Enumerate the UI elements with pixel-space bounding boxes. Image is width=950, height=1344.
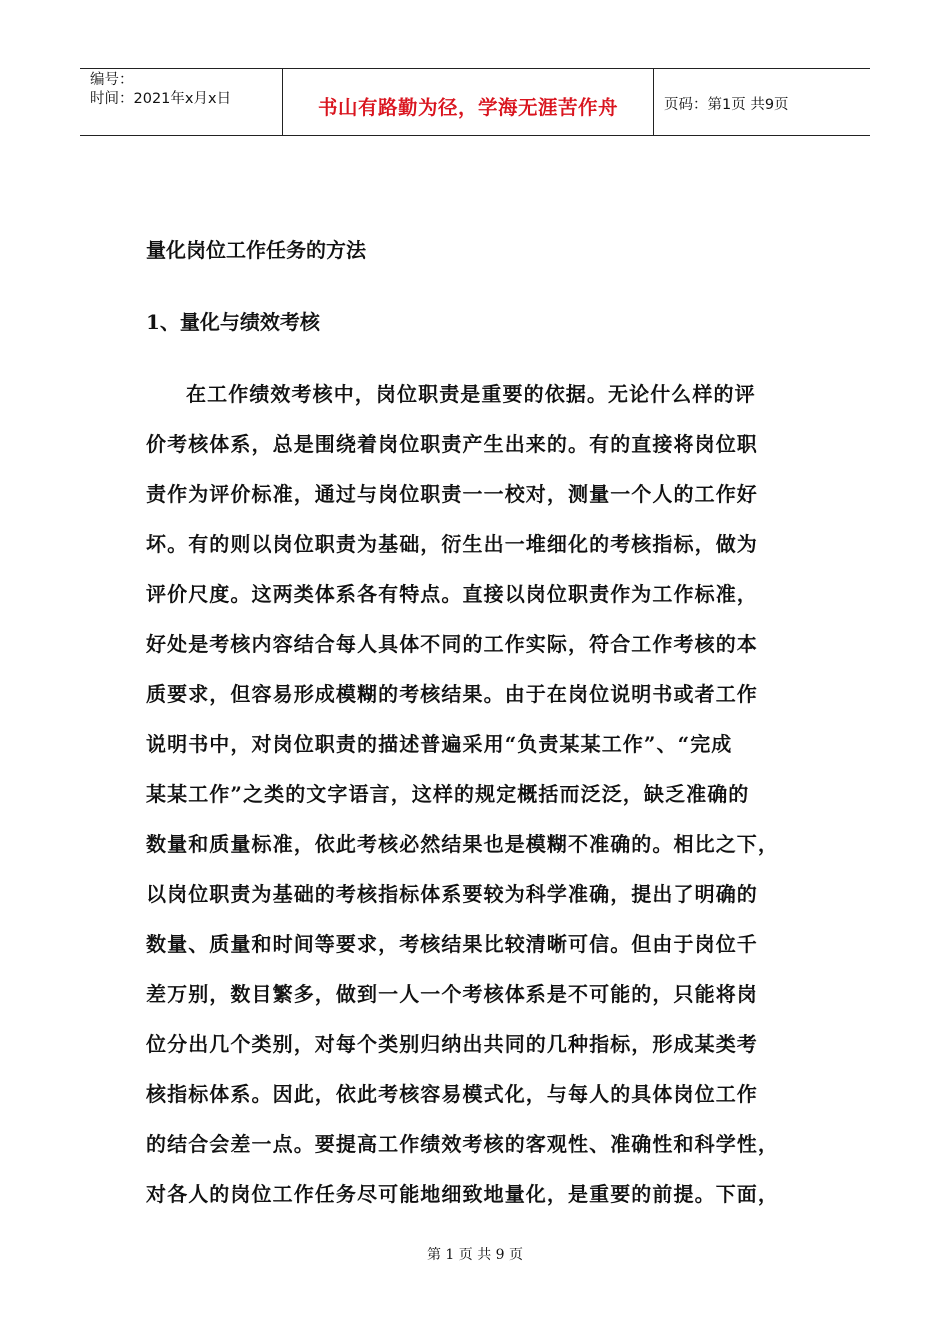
paragraph-line: 质要求，但容易形成模糊的考核结果。由于在岗位说明书或者工作: [146, 682, 758, 706]
time-label: 时间：2021年x月x日: [90, 91, 232, 107]
paragraph-line: 位分出几个类别，对每个类别归纳出共同的几种指标，形成某类考: [146, 1032, 758, 1056]
header-meta: [80, 69, 283, 135]
page-footer: [0, 1244, 950, 1264]
paragraph-line: 差万别，数目繁多，做到一人一个考核体系是不可能的，只能将岗: [146, 982, 758, 1006]
section-heading: 1、量化与绩效考核: [146, 310, 320, 334]
footer-page-number: 第 1 页 共 9 页: [426, 1247, 524, 1263]
paragraph-line: 核指标体系。因此，依此考核容易模式化，与每人的具体岗位工作: [146, 1082, 758, 1106]
page-code-text: 页码：第1页 共9页: [664, 96, 789, 113]
document-title: 量化岗位工作任务的方法: [146, 238, 366, 262]
document-header: [80, 68, 870, 136]
paragraph-line: 评价尺度。这两类体系各有特点。直接以岗位职责作为工作标准，: [146, 582, 758, 606]
paragraph-line: 某某工作”之类的文字语言，这样的规定概括而泛泛，缺乏准确的: [146, 782, 750, 806]
paragraph-line: 数量和质量标准，依此考核必然结果也是模糊不准确的。相比之下，: [146, 832, 779, 856]
paragraph-line: 的结合会差一点。要提高工作绩效考核的客观性、准确性和科学性，: [146, 1132, 779, 1156]
motto-text: 书山有路勤为径，学海无涯苦作舟: [317, 96, 618, 119]
paragraph: [146, 380, 806, 1230]
number-label: 编号：: [90, 72, 134, 88]
header-motto-cell: [283, 69, 654, 135]
header-page-code: [654, 69, 870, 135]
document-body: [146, 236, 806, 1230]
paragraph-line: 好处是考核内容结合每人具体不同的工作实际，符合工作考核的本: [146, 632, 758, 656]
paragraph-line: 对各人的岗位工作任务尽可能地细致地量化，是重要的前提。下面，: [146, 1182, 779, 1206]
paragraph-line: 坏。有的则以岗位职责为基础，衍生出一堆细化的考核指标，做为: [146, 532, 758, 556]
paragraph-line: 责作为评价标准，通过与岗位职责一一校对，测量一个人的工作好: [146, 482, 758, 506]
paragraph-line: 说明书中，对岗位职责的描述普遍采用“负责某某工作”、“完成: [146, 732, 733, 756]
paragraph-line: 价考核体系，总是围绕着岗位职责产生出来的。有的直接将岗位职: [146, 432, 758, 456]
paragraph-line: 数量、质量和时间等要求，考核结果比较清晰可信。但由于岗位千: [146, 932, 758, 956]
paragraph-line: 以岗位职责为基础的考核指标体系要较为科学准确，提出了明确的: [146, 882, 758, 906]
paragraph-line: 在工作绩效考核中，岗位职责是重要的依据。无论什么样的评: [186, 382, 756, 406]
